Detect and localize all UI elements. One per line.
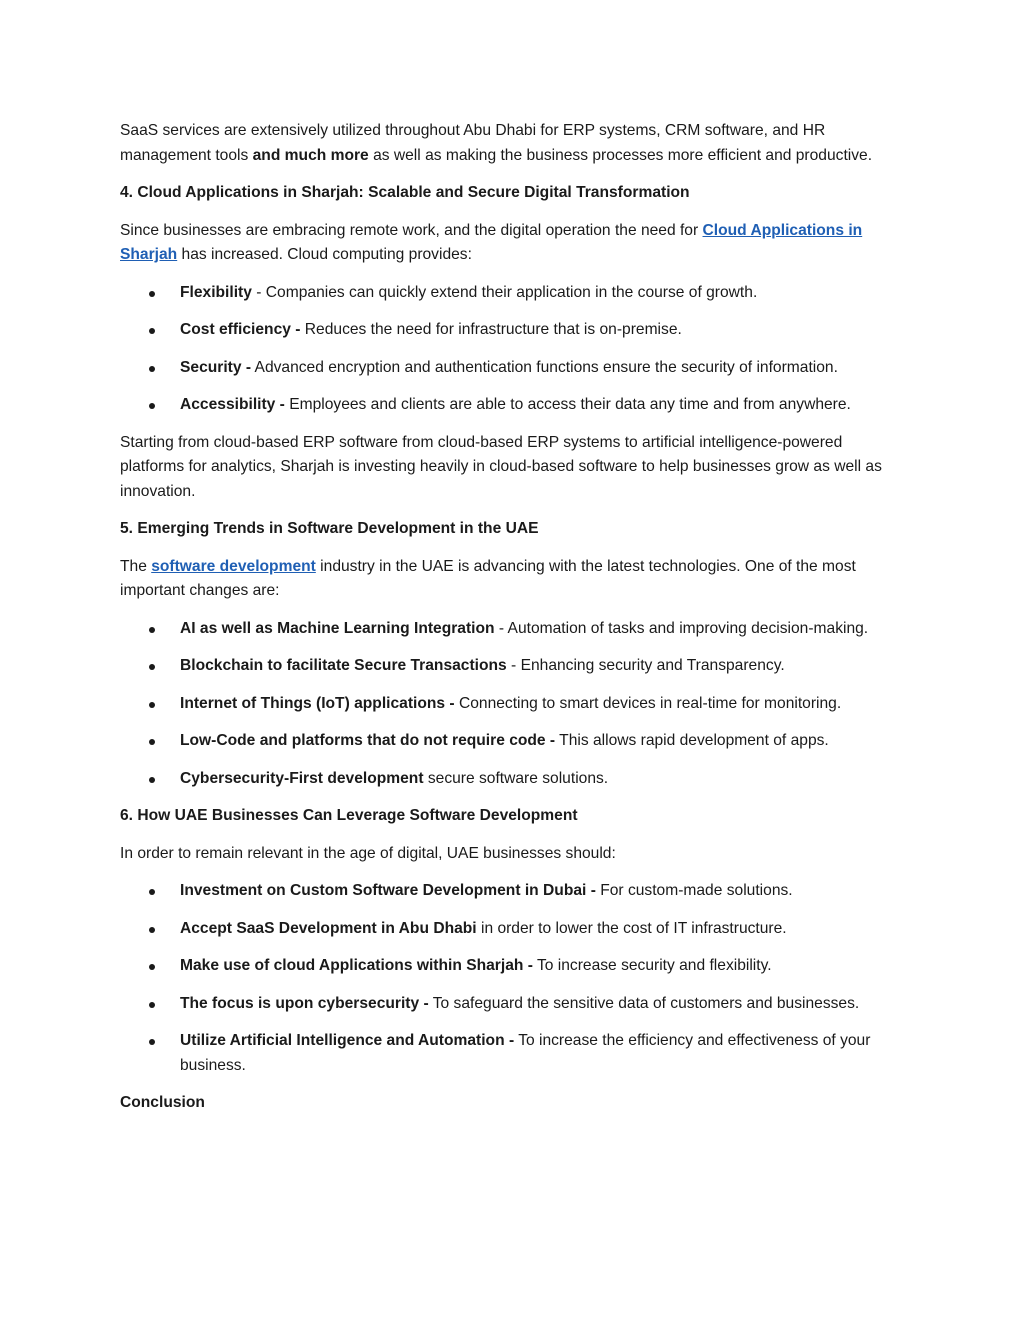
bullet-icon: [149, 964, 155, 970]
section-4-closing: Starting from cloud-based ERP software from cloud-based ERP systems to artificial intelligence-powered platforms for analytics, Sharjah is investing heavily in cloud-based software to help businesses grow as well as innovation.: [120, 433, 882, 500]
bullet-icon: [149, 1002, 155, 1008]
section-5-intro: The software development industry in the UAE is advancing with the latest technologies. One of the most important changes are:: [120, 557, 856, 599]
list-item: Accessibility - Employees and clients are able to access their data any time and from anywhere.: [120, 393, 910, 418]
section-4-heading: 4. Cloud Applications in Sharjah: Scalable and Secure Digital Transformation: [120, 184, 690, 201]
list-item: Flexibility - Companies can quickly extend their application in the course of growth.: [120, 281, 910, 306]
bullet-icon: [149, 1039, 155, 1045]
intro-paragraph: SaaS services are extensively utilized throughout Abu Dhabi for ERP systems, CRM software, and HR management tools and much more as well as making the business processes more efficient and productive.: [120, 122, 873, 164]
section-4-list: [120, 281, 910, 418]
list-item: The focus is upon cybersecurity - To safeguard the sensitive data of customers and businesses.: [120, 992, 910, 1017]
bullet-icon: [149, 739, 155, 745]
software-development-link[interactable]: software development: [151, 557, 316, 575]
section-5-heading: 5. Emerging Trends in Software Development in the UAE: [120, 520, 539, 537]
section-6-intro: In order to remain relevant in the age of digital, UAE businesses should:: [120, 844, 616, 862]
bullet-icon: [149, 291, 155, 297]
list-item: Cost efficiency - Reduces the need for infrastructure that is on-premise.: [120, 318, 910, 343]
bullet-icon: [149, 403, 155, 409]
list-item: Low-Code and platforms that do not require code - This allows rapid development of apps.: [120, 729, 910, 754]
intro-bold-phrase: and much more: [252, 146, 369, 164]
list-item: AI as well as Machine Learning Integration - Automation of tasks and improving decision-making.: [120, 617, 910, 642]
bullet-icon: [149, 664, 155, 670]
section-6-heading: 6. How UAE Businesses Can Leverage Software Development: [120, 807, 578, 824]
list-item: Utilize Artificial Intelligence and Automation - To increase the efficiency and effectiveness of your business.: [120, 1029, 910, 1078]
bullet-icon: [149, 889, 155, 895]
bullet-icon: [149, 702, 155, 708]
bullet-icon: [149, 927, 155, 933]
cloud-applications-sharjah-link[interactable]: Cloud Applications in Sharjah: [120, 221, 863, 263]
document-page: [120, 119, 910, 1129]
bullet-icon: [149, 366, 155, 372]
section-5-list: [120, 617, 910, 792]
bullet-icon: [149, 627, 155, 633]
list-item: Blockchain to facilitate Secure Transactions - Enhancing security and Transparency.: [120, 654, 910, 679]
conclusion-heading: Conclusion: [120, 1094, 205, 1111]
section-6-list: [120, 879, 910, 1078]
list-item: Cybersecurity-First development secure software solutions.: [120, 767, 910, 792]
list-item: Investment on Custom Software Development in Dubai - For custom-made solutions.: [120, 879, 910, 904]
list-item: Make use of cloud Applications within Sharjah - To increase security and flexibility.: [120, 954, 910, 979]
section-4-intro: Since businesses are embracing remote work, and the digital operation the need for Cloud Applications in Sharjah has increased. Cloud computing provides:: [120, 221, 863, 263]
list-item: Security - Advanced encryption and authentication functions ensure the security of information.: [120, 356, 910, 381]
list-item: Internet of Things (IoT) applications - Connecting to smart devices in real-time for monitoring.: [120, 692, 910, 717]
bullet-icon: [149, 328, 155, 334]
bullet-icon: [149, 777, 155, 783]
list-item: Accept SaaS Development in Abu Dhabi in order to lower the cost of IT infrastructure.: [120, 917, 910, 942]
